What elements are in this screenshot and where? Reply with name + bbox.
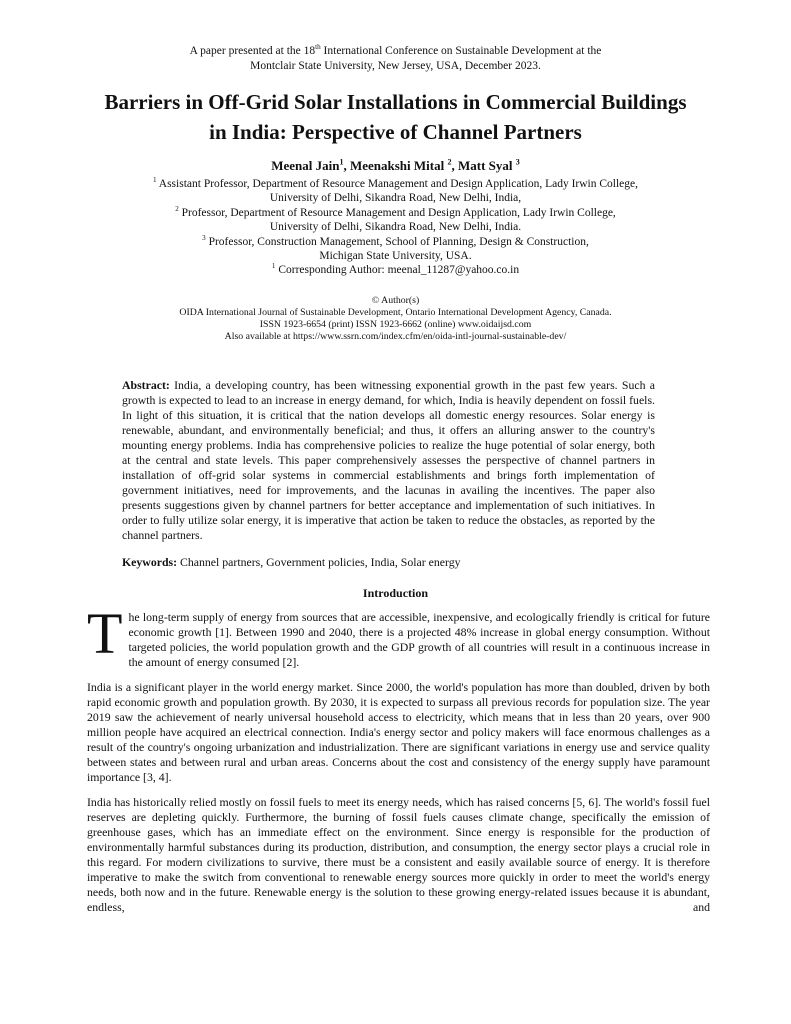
section-heading-introduction: Introduction (362, 586, 429, 601)
intro-paragraph-2: India is a significant player in the world energy market. Since 2000, the world's population has more than doubled, driven by both rapid economic growth and population growth. By 2030, it is expected to surpass all previous records for population size. The year 2019 saw the achievement of nearly universal household access to electricity, which means that in less than 20 years, over 900 million people have acquired an electrical connection. India's energy sector and policy makers will face enormous challenges as a result of the country's ongoing urbanization and industrialization. There are significant variations in energy use and service quality between states and between rural and urban areas. Concerns about the cost and consistency of the energy supply have paramount importance [3, 4]. (87, 680, 710, 785)
affiliation-text: Assistant Professor, Department of Resource Management and Design Application, Lady Irwin College, (156, 178, 639, 190)
conference-note (0, 0, 791, 74)
affiliation-text: University of Delhi, Sikandra Road, New Delhi, India. (269, 221, 522, 234)
affiliation-text: Professor, Construction Management, School of Planning, Design & Construction, (205, 235, 589, 248)
affiliations-block (0, 177, 791, 278)
affiliation-superscript: 1 (152, 176, 157, 185)
abstract-text: India, a developing country, has been witnessing exponential growth in the past few years. Such a growth is expected to lead to an increase in energy demand, for which, India is heavily dependent on fossil fuels. In light of this situation, it is critical that the nation develops all domestic energy resources. Solar energy is renewable, abundant, and environmentally beneficial; and thus, it offers an alluring answer to the country's mounting energy problems. India has comprehensive policies to realize the huge potential of solar energy, both at the central and state levels. This paper comprehensively assesses the perspective of channel partners in installation of off-grid solar systems in commercial establishments and brings forth implementation of government initiatives, need for improvements, and the lacunas in availing the incentives. The paper also presents suggestions given by channel partners for better acceptance and implementation of such initiatives. In order to fully utilize solar energy, it is imperative that action be taken to reduce the obstacles, as reported by the channel partners. (122, 378, 655, 543)
intro-paragraph-1 (87, 601, 710, 670)
abstract-label: Abstract: (122, 378, 170, 393)
author-superscript: 1 (339, 157, 344, 167)
affiliation-line (0, 177, 791, 191)
affiliation-text: Professor, Department of Resource Management and Design Application, Lady Irwin College, (178, 206, 616, 219)
affiliation-superscript: 1 (271, 262, 276, 271)
affiliation-line (0, 235, 791, 249)
affiliation-text: University of Delhi, Sikandra Road, New Delhi, India, (269, 192, 522, 205)
page-title: Barriers in Off-Grid Solar Installations in Commercial Buildings in India: Perspective of Channel Partners (104, 90, 687, 144)
affiliation-line (0, 249, 791, 263)
conference-note-line-2: Montclair State University, New Jersey, USA, December 2023. (250, 60, 541, 72)
affiliation-line (0, 191, 791, 205)
affiliation-text: Michigan State University, USA. (319, 250, 472, 263)
issn-line: ISSN 1923-6654 (print) ISSN 1923-6662 (online) www.oidaijsd.com (259, 318, 532, 330)
copyright-line: © Author(s) (371, 294, 420, 306)
author-name: , Matt Syal (451, 158, 516, 173)
author-superscript: 2 (447, 157, 452, 167)
paragraph-text: he long-term supply of energy from sources that are accessible, inexpensive, and ecologically friendly is critical for future economic growth [1]. Between 1990 and 2040, there is a projected 48% increase in global energy consumption. Without targeted policies, the world population growth and the GDP growth of all countries will result in a continuous increase in the amount of energy consumed [2]. (128, 610, 710, 670)
conference-note-text: A paper presented at the 18 (189, 45, 316, 57)
affiliation-superscript: 2 (175, 204, 179, 213)
journal-line: OIDA International Journal of Sustainable Development, Ontario International Development Agency, Canada. (179, 306, 612, 318)
affiliation-superscript: 3 (202, 233, 206, 242)
author-superscript: 3 (515, 157, 520, 167)
keywords-text: Channel partners, Government policies, India, Solar energy (177, 555, 461, 570)
affiliation-line (0, 220, 791, 234)
author-name: Meenal Jain (271, 158, 340, 173)
conference-note-text: International Conference on Sustainable Development at the (320, 45, 602, 57)
keywords-label: Keywords: (122, 555, 178, 570)
intro-paragraph-3: India has historically relied mostly on fossil fuels to meet its energy needs, which has raised concerns [5, 6]. The world's fossil fuel reserves are depleting quickly. Furthermore, the burning of fossil fuels causes climate change, specifically the emission of greenhouse gases, which has an immediate effect on the environment. Since energy is responsible for the production of environmentally harmful substances during its production, distribution, and consumption, the energy sector plays a crucial role in this regard. For modern civilizations to survive, there must be a consistent and easily available source of energy. It is therefore imperative to make the switch from conventional to renewable energy sources more quickly in order to meet the world's energy needs, both now and in the future. Renewable energy is the solution to these growing energy-related issues because it is abundant, endless, and (87, 795, 710, 915)
availability-line: Also available at https://www.ssrn.com/index.cfm/en/oida-intl-journal-sustainable-dev/ (224, 330, 567, 342)
conference-note-line-1 (0, 44, 791, 59)
corresponding-author-email: Corresponding Author: meenal_11287@yahoo.co.in (275, 264, 520, 277)
corresponding-author-line (0, 263, 791, 277)
drop-cap: T (87, 601, 123, 667)
author-name: , Meenakshi Mital (343, 158, 448, 173)
ordinal-superscript: th (315, 43, 321, 52)
authors-line (0, 157, 791, 174)
affiliation-line (0, 206, 791, 220)
imprint-block (0, 295, 791, 343)
abstract-paragraph (122, 378, 655, 543)
keywords-line (122, 555, 655, 570)
